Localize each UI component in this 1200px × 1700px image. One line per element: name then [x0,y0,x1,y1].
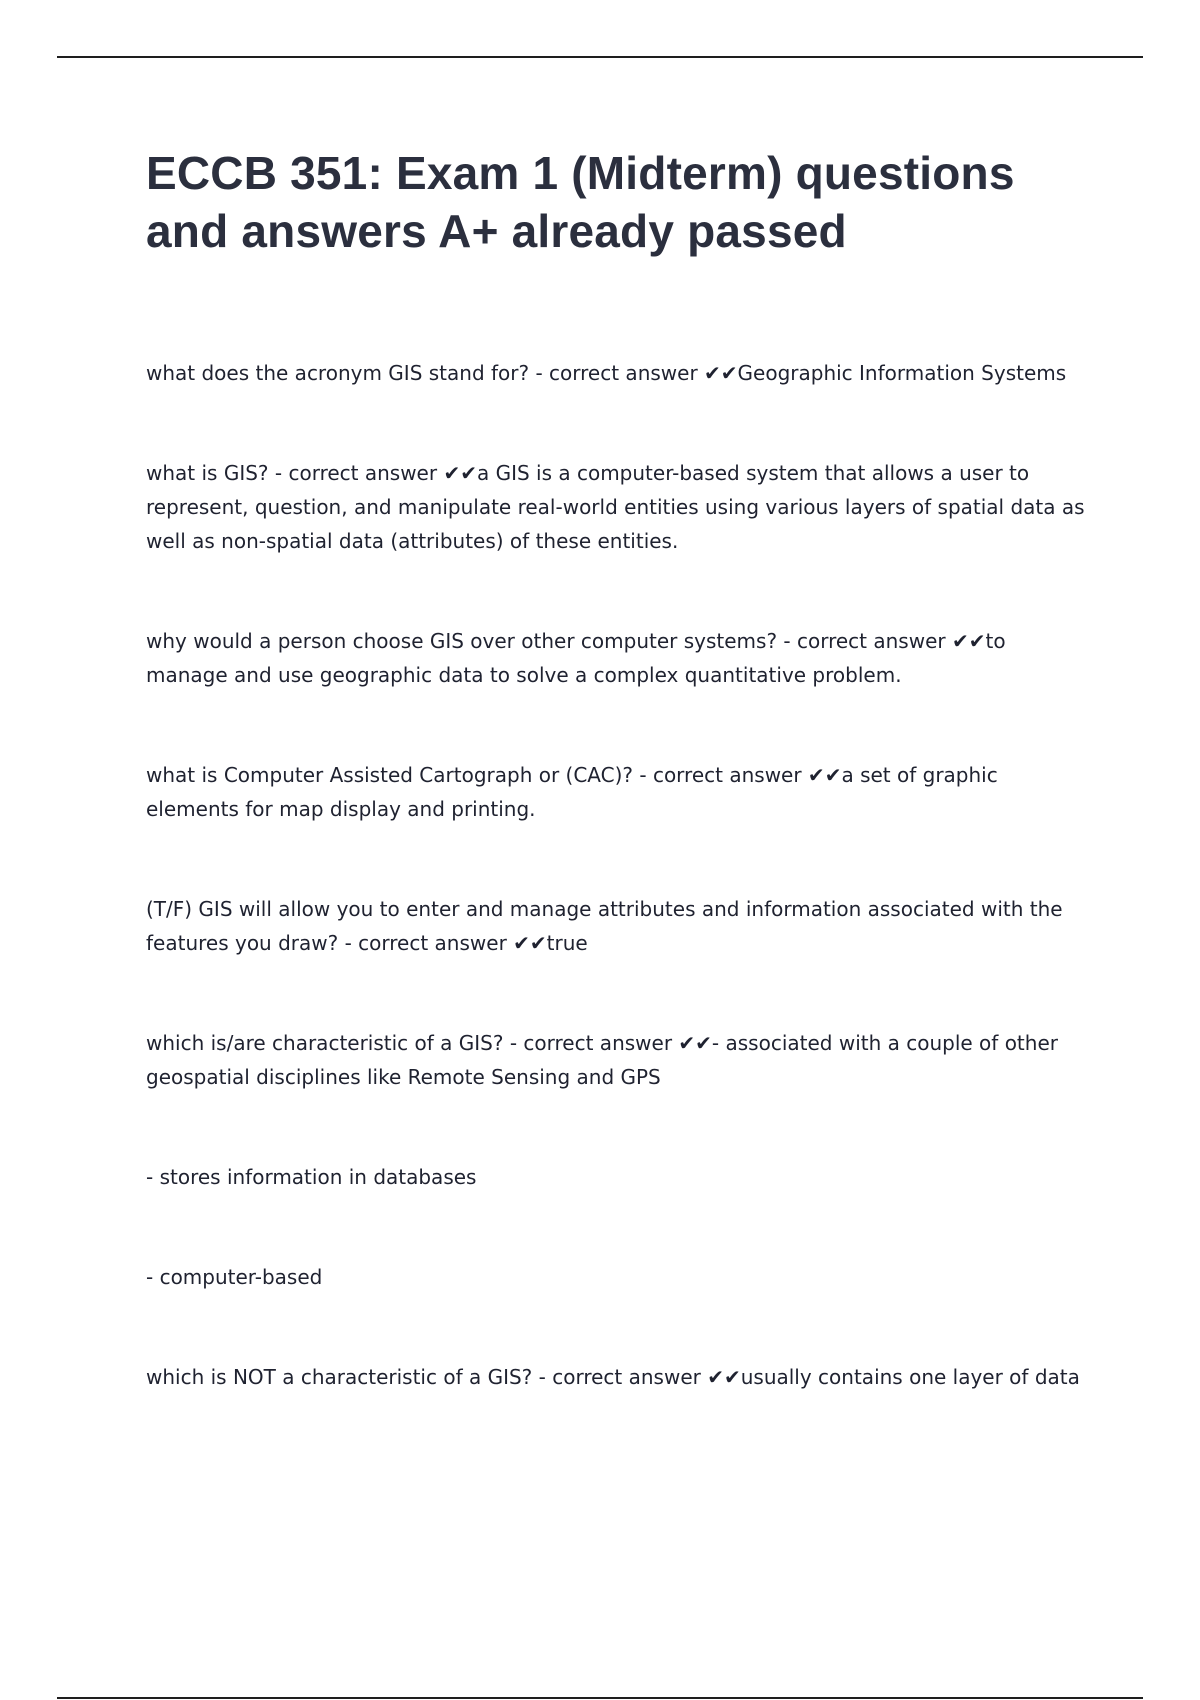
qa-paragraph: which is NOT a characteristic of a GIS? - correct answer ✔✔usually contains one layer of data [146,1365,1080,1389]
qa-paragraph: - stores information in databases [146,1165,477,1189]
qa-paragraph: what does the acronym GIS stand for? - correct answer ✔✔Geographic Information Systems [146,361,1067,385]
qa-paragraph: - computer-based [146,1265,323,1289]
top-rule [57,56,1143,58]
qa-paragraph: what is Computer Assisted Cartograph or (CAC)? - correct answer ✔✔a set of graphic elements for map display and printing. [146,763,998,821]
qa-paragraph: what is GIS? - correct answer ✔✔a GIS is a computer-based system that allows a user to represent, question, and manipulate real-world entities using various layers of spatial data as well as non-spatial data (attributes) of these entities. [146,461,1085,553]
qa-paragraph: which is/are characteristic of a GIS? - correct answer ✔✔- associated with a couple of other geospatial disciplines like Remote Sensing and GPS [146,1031,1058,1089]
bottom-rule [57,1697,1143,1699]
qa-paragraph: (T/F) GIS will allow you to enter and manage attributes and information associated with the features you draw? - correct answer ✔✔true [146,897,1063,955]
document-body [146,356,1086,1460]
qa-paragraph: why would a person choose GIS over other computer systems? - correct answer ✔✔to manage and use geographic data to solve a complex quantitative problem. [146,629,1006,687]
document-title: ECCB 351: Exam 1 (Midterm) questions and answers A+ already passed [146,147,1015,257]
